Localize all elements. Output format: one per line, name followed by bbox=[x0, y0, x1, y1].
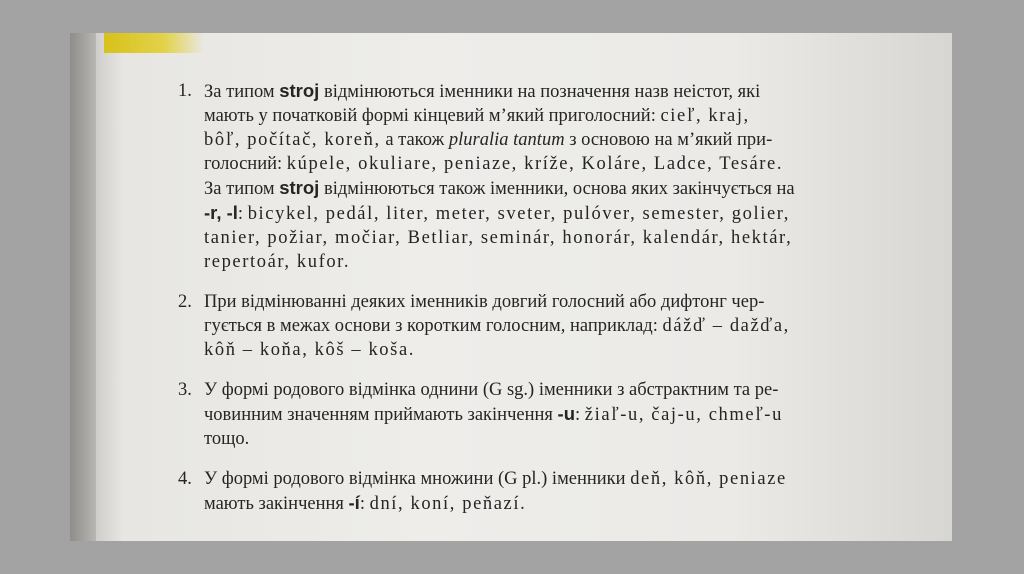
list-item-2 bbox=[178, 290, 883, 362]
text-line bbox=[204, 491, 883, 516]
text-run: У формі родового відмінка множини (G pl.) іменники bbox=[204, 469, 631, 489]
bold-term: -í bbox=[348, 492, 360, 513]
book-page-photo bbox=[70, 33, 952, 541]
book-spine bbox=[70, 33, 96, 541]
text-line bbox=[204, 314, 883, 338]
text-run: гується в межах основи з коротким голосним, наприклад: bbox=[204, 316, 663, 336]
text-line bbox=[204, 250, 883, 274]
text-line bbox=[204, 176, 883, 201]
text-run: з основою на м’який при- bbox=[564, 130, 773, 150]
text-run: а також bbox=[380, 130, 449, 150]
list-item-4 bbox=[178, 467, 883, 516]
text-line bbox=[204, 338, 883, 362]
bold-term: -u bbox=[557, 403, 575, 424]
text-run: мають закінчення bbox=[204, 494, 349, 514]
slovak-example: tanier, požiar, močiar, Betliar, seminár, honorár, kalendár, hektár, bbox=[204, 228, 793, 248]
bold-term: stroj bbox=[279, 177, 320, 198]
item-number: 2. bbox=[178, 292, 192, 312]
text-line bbox=[204, 128, 883, 152]
text-line bbox=[204, 226, 883, 250]
yellow-bookmark bbox=[104, 33, 204, 53]
text-run: : bbox=[237, 204, 248, 224]
page-text bbox=[178, 79, 883, 532]
text-line bbox=[204, 402, 883, 427]
text-line bbox=[204, 290, 883, 314]
list-item-3 bbox=[178, 378, 883, 451]
slovak-example: bicykel, pedál, liter, meter, sveter, pulóver, semester, golier, bbox=[247, 204, 790, 224]
item-number: 3. bbox=[178, 380, 192, 400]
text-run: За типом bbox=[204, 179, 280, 199]
slovak-example: kôň – koňa, kôš – koša. bbox=[204, 340, 415, 360]
text-line bbox=[204, 378, 883, 402]
bold-term: -r, -l bbox=[204, 202, 238, 223]
text-line bbox=[204, 152, 883, 176]
text-line bbox=[204, 104, 883, 128]
text-run: відмінюються іменники на позначення назв неістот, які bbox=[319, 82, 761, 102]
text-run: : bbox=[359, 494, 370, 514]
slovak-example: cieľ, kraj, bbox=[660, 106, 750, 126]
item-number: 1. bbox=[178, 81, 192, 101]
text-run: При відмінюванні деяких іменників довгий голосний або дифтонг чер- bbox=[204, 292, 765, 312]
slovak-example: dní, koní, peňazí. bbox=[369, 494, 527, 514]
slovak-example: bôľ, počítač, koreň, bbox=[204, 130, 381, 150]
text-line bbox=[204, 201, 883, 226]
text-run: За типом bbox=[204, 82, 280, 102]
text-line bbox=[204, 467, 883, 491]
text-line bbox=[204, 427, 883, 451]
italic-term: pluralia tantum bbox=[448, 130, 565, 150]
text-run: човинним значенням приймають закінчення bbox=[204, 405, 558, 425]
text-run: відмінюються також іменники, основа яких закінчується на bbox=[319, 179, 795, 199]
text-run: : bbox=[575, 405, 585, 425]
list-item-1 bbox=[178, 79, 883, 274]
slovak-example: žiaľ-u, čaj-u, chmeľ-u bbox=[584, 405, 783, 425]
text-run: У формі родового відмінка однини (G sg.) іменники з абстрактним та ре- bbox=[204, 380, 779, 400]
slovak-example: kúpele, okuliare, peniaze, kríže, Koláre, Ladce, Tesáre. bbox=[286, 154, 784, 174]
slovak-example: dážď – dažďa, bbox=[662, 316, 790, 336]
slovak-example: repertoár, kufor. bbox=[204, 252, 351, 272]
text-run: тощо. bbox=[204, 429, 250, 449]
bold-term: stroj bbox=[279, 80, 320, 101]
text-run: мають у початковій формі кінцевий м’який приголосний: bbox=[204, 106, 661, 126]
slovak-example: deň, kôň, peniaze bbox=[630, 469, 787, 489]
text-line bbox=[204, 79, 883, 104]
item-number: 4. bbox=[178, 469, 192, 489]
text-run: голосний: bbox=[204, 154, 287, 174]
